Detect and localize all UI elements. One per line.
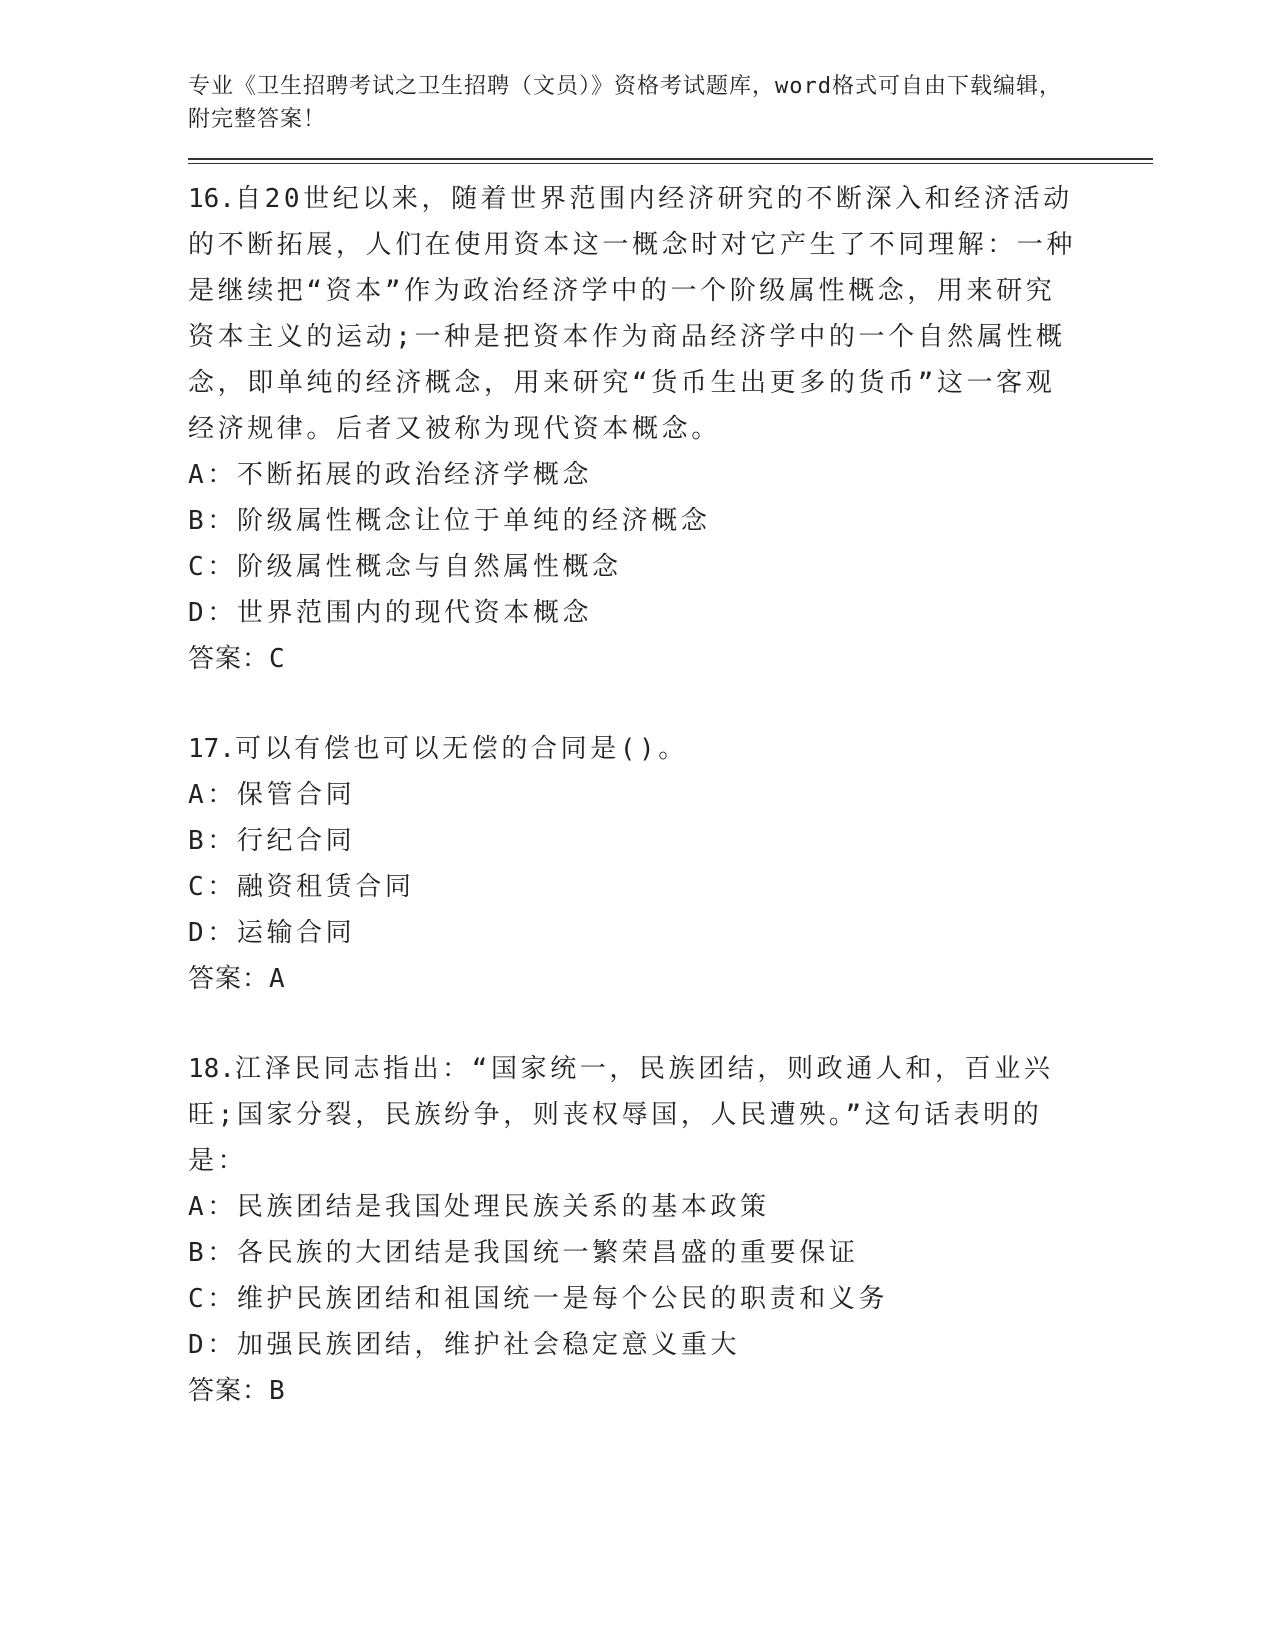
option-c: C：维护民族团结和祖国统一是每个公民的职责和义务 (188, 1284, 889, 1314)
question-text: 江泽民同志指出：“国家统一，民族团结，则政通人和，百业兴旺;国家分裂，民族纷争，则丧权辱国，人民遭殃。”这句话表明的是： (188, 1054, 1054, 1176)
option-b: B：阶级属性概念让位于单纯的经济概念 (188, 506, 711, 536)
question-17 (188, 726, 1158, 1002)
option-d: D：世界范围内的现代资本概念 (188, 598, 593, 628)
answer: 答案：B (188, 1376, 286, 1406)
question-number: 17. (188, 734, 235, 764)
question-text: 可以有偿也可以无偿的合同是()。 (234, 734, 688, 764)
option-a: A：不断拓展的政治经济学概念 (188, 460, 593, 490)
option-d: D：运输合同 (188, 918, 356, 948)
question-number: 16. (188, 184, 235, 214)
option-c: C：阶级属性概念与自然属性概念 (188, 552, 622, 582)
question-18 (188, 1046, 1158, 1414)
option-d: D：加强民族团结，维护社会稳定意义重大 (188, 1330, 741, 1360)
question-stem (188, 1046, 1078, 1184)
document-page (188, 70, 1158, 1458)
question-stem (188, 176, 1078, 452)
option-b: B：行纪合同 (188, 826, 356, 856)
option-c: C：融资租赁合同 (188, 872, 415, 902)
answer: 答案：A (188, 964, 286, 994)
document-header: 专业《卫生招聘考试之卫生招聘（文员）》资格考试题库，word格式可自由下载编辑，附完整答案！ (188, 74, 1062, 132)
option-a: A：民族团结是我国处理民族关系的基本政策 (188, 1192, 770, 1222)
question-16 (188, 176, 1158, 682)
option-a: A：保管合同 (188, 780, 356, 810)
header-divider (188, 158, 1153, 164)
question-number: 18. (188, 1054, 235, 1084)
question-text: 自20世纪以来，随着世界范围内经济研究的不断深入和经济活动的不断拓展，人们在使用资本这一概念时对它产生了不同理解：一种是继续把“资本”作为政治经济学中的一个阶级属性概念，用来研究资本主义的运动;一种是把资本作为商品经济学中的一个自然属性概念，即单纯的经济概念，用来研究“货币生出更多的货币”这一客观经济规律。后者又被称为现代资本概念。 (188, 184, 1077, 444)
question-stem (188, 726, 1078, 772)
answer: 答案：C (188, 644, 286, 674)
option-b: B：各民族的大团结是我国统一繁荣昌盛的重要保证 (188, 1238, 859, 1268)
question-list (188, 176, 1158, 1414)
